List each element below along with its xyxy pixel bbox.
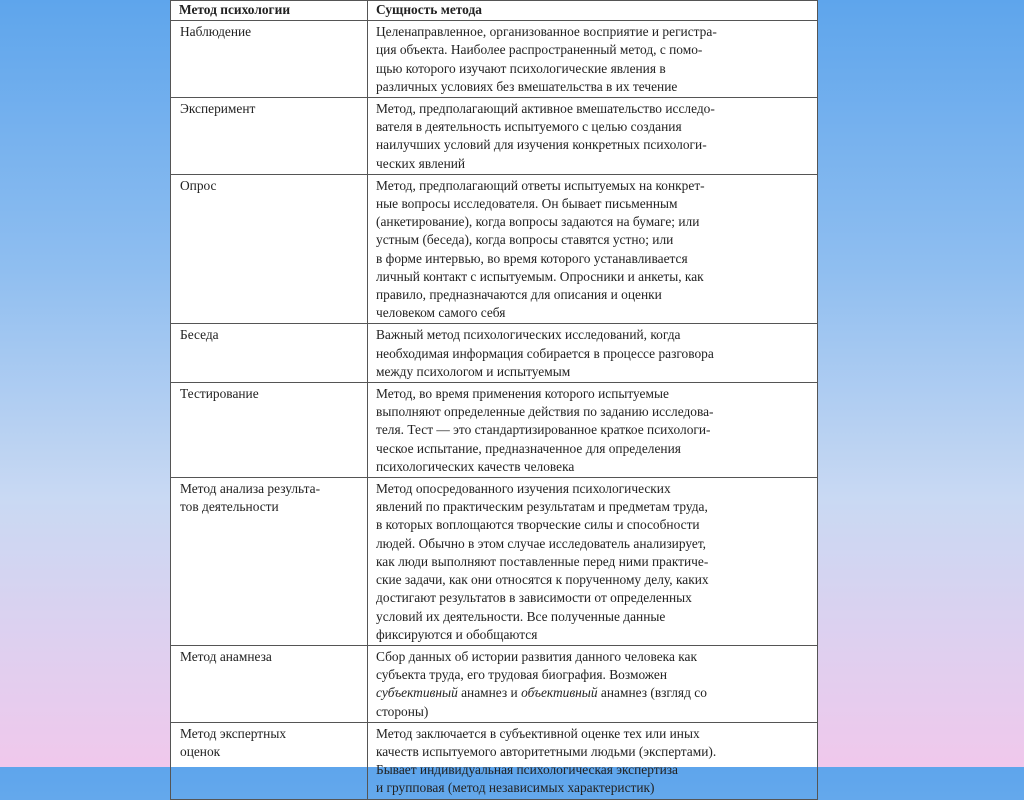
method-name: Метод анамнеза	[180, 648, 272, 664]
method-cell	[171, 722, 368, 799]
method-cell	[171, 645, 368, 722]
method-cell	[171, 174, 368, 324]
table-row	[171, 722, 818, 799]
method-name: тов деятельности	[180, 499, 279, 515]
italic-term-objective: объективный	[521, 685, 598, 701]
essence-cell	[368, 645, 818, 722]
essence-line: Целенаправленное, организованное восприятие и регистра-	[376, 24, 717, 40]
table-row	[171, 383, 818, 478]
essence-line: Метод, предполагающий активное вмешательство исследо-	[376, 101, 715, 117]
method-cell	[171, 21, 368, 98]
table-row	[171, 478, 818, 646]
method-name: оценок	[180, 743, 221, 759]
essence-line: ция объекта. Наиболее распространенный метод, с помо-	[376, 42, 703, 58]
essence-line: ские задачи, как они относятся к порученному делу, каких	[376, 572, 709, 588]
essence-line: субъекта труда, его трудовая биография. Возможен	[376, 667, 667, 683]
method-cell	[171, 324, 368, 383]
header-method: Метод психологии	[171, 1, 368, 21]
essence-cell	[368, 478, 818, 646]
header-essence: Сущность метода	[368, 1, 818, 21]
essence-line: выполняют определенные действия по заданию исследова-	[376, 404, 714, 420]
essence-line: как люди выполняют поставленные перед ними практиче-	[376, 553, 709, 569]
essence-line: правило, предназначаются для описания и оценки	[376, 287, 662, 303]
essence-line: устным (беседа), когда вопросы ставятся устно; или	[376, 232, 674, 248]
essence-line: Сбор данных об истории развития данного человека как	[376, 648, 698, 664]
essence-line: стороны)	[376, 703, 429, 719]
table-row	[171, 645, 818, 722]
document-page	[170, 0, 817, 796]
essence-line: Метод заключается в субъективной оценке тех или иных	[376, 725, 700, 741]
essence-line: личный контакт с испытуемым. Опросники и анкеты, как	[376, 268, 704, 284]
essence-line: и групповая (метод независимых характеристик)	[376, 780, 655, 796]
essence-line: условий их деятельности. Все полученные данные	[376, 608, 666, 624]
essence-line: фиксируются и обобщаются	[376, 626, 538, 642]
essence-line: теля. Тест — это стандартизированное краткое психологи-	[376, 422, 711, 438]
method-cell	[171, 478, 368, 646]
essence-line: качеств испытуемого авторитетными людьми (экспертами).	[376, 743, 717, 759]
method-name: Опрос	[180, 177, 217, 193]
essence-line: человеком самого себя	[376, 305, 506, 321]
table-row	[171, 174, 818, 324]
essence-line: (анкетирование), когда вопросы задаются на бумаге; или	[376, 214, 700, 230]
table-row	[171, 98, 818, 175]
essence-fragment: анамнез и	[457, 685, 522, 701]
essence-cell	[368, 722, 818, 799]
method-name: Метод экспертных	[180, 725, 287, 741]
method-name: Тестирование	[180, 386, 259, 402]
essence-cell	[368, 21, 818, 98]
essence-line: людей. Обычно в этом случае исследователь анализирует,	[376, 535, 707, 551]
essence-line	[376, 684, 810, 702]
essence-cell	[368, 174, 818, 324]
essence-line: ческое испытание, предназначенное для определения	[376, 440, 681, 456]
essence-line: в форме интервью, во время которого устанавливается	[376, 250, 688, 266]
essence-line: различных условиях без вмешательства в их течение	[376, 78, 678, 94]
essence-cell	[368, 98, 818, 175]
essence-cell	[368, 324, 818, 383]
essence-fragment: анамнез (взгляд со	[597, 685, 707, 701]
essence-line: вателя в деятельность испытуемого с целью создания	[376, 119, 682, 135]
essence-line: Метод, предполагающий ответы испытуемых на конкрет-	[376, 177, 705, 193]
method-cell	[171, 383, 368, 478]
essence-line: в которых воплощаются творческие силы и способности	[376, 517, 700, 533]
italic-term-subjective: субъективный	[376, 685, 458, 701]
essence-line: Метод опосредованного изучения психологических	[376, 481, 671, 497]
essence-line: ческих явлений	[376, 155, 466, 171]
essence-line: Метод, во время применения которого испытуемые	[376, 386, 669, 402]
essence-line: между психологом и испытуемым	[376, 363, 571, 379]
essence-cell	[368, 383, 818, 478]
method-name: Метод анализа результа-	[180, 481, 321, 497]
essence-line: достигают результатов в зависимости от определенных	[376, 590, 692, 606]
table-header-row	[171, 1, 818, 21]
essence-line: щью которого изучают психологические явления в	[376, 60, 666, 76]
essence-line: явлений по практическим результатам и предметам труда,	[376, 499, 708, 515]
method-cell	[171, 98, 368, 175]
psychology-methods-table	[170, 0, 818, 800]
essence-line: Важный метод психологических исследований, когда	[376, 327, 681, 343]
essence-line: ные вопросы исследователя. Он бывает письменным	[376, 196, 678, 212]
essence-line: наилучших условий для изучения конкретных психологи-	[376, 137, 707, 153]
method-name: Эксперимент	[180, 101, 256, 117]
table-row	[171, 21, 818, 98]
essence-line: психологических качеств человека	[376, 458, 575, 474]
essence-line: необходимая информация собирается в процессе разговора	[376, 345, 714, 361]
method-name: Беседа	[180, 327, 219, 343]
method-name: Наблюдение	[180, 24, 252, 40]
table-row	[171, 324, 818, 383]
essence-line: Бывает индивидуальная психологическая экспертиза	[376, 762, 678, 778]
